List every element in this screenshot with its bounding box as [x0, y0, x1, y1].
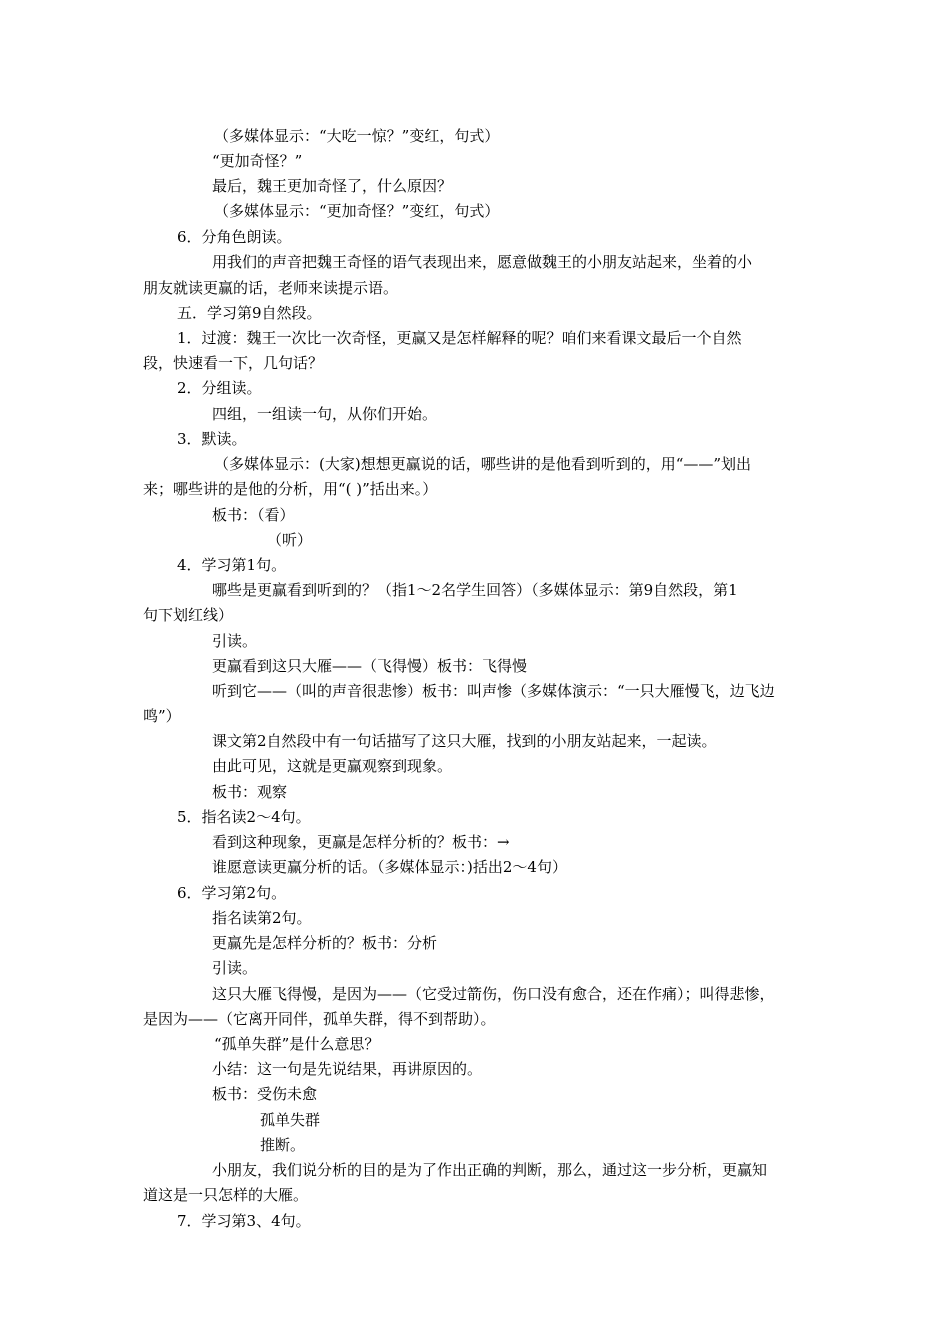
text-line: 鸣”）: [143, 707, 181, 725]
text-line: 来；哪些讲的是他的分析，用“( )”括出来。）: [143, 480, 438, 498]
item-heading: 4．学习第1句。: [177, 556, 287, 574]
text-line: 谁愿意读更赢分析的话。（多媒体显示：)括出2～4句）: [212, 858, 567, 876]
text-line: 由此可见，这就是更赢观察到现象。: [212, 757, 453, 775]
text-line: 用我们的声音把魏王奇怪的语气表现出来，愿意做魏王的小朋友站起来，坐着的小: [212, 253, 753, 271]
text-line: 看到这种现象，更赢是怎样分析的？板书：→: [212, 833, 510, 851]
item-heading: 5．指名读2～4句。: [177, 808, 311, 826]
item-heading: 1．过渡：魏王一次比一次奇怪，更赢又是怎样解释的呢？咱们来看课文最后一个自然: [177, 329, 742, 347]
item-heading: 2．分组读。: [177, 379, 262, 397]
text-line: 最后，魏王更加奇怪了，什么原因？: [212, 177, 453, 195]
text-line: 引读。: [212, 632, 258, 650]
text-line: 听到它——（叫的声音很悲惨）板书：叫声惨（多媒体演示：“一只大雁慢飞，边飞边: [212, 682, 775, 700]
board-line: 板书：观察: [212, 783, 288, 801]
board-line: 板书：（看）: [212, 506, 295, 524]
text-line: “更加奇怪？”: [212, 152, 303, 170]
text-line: 更赢看到这只大雁——（飞得慢）板书：飞得慢: [212, 657, 528, 675]
text-line: 道这是一只怎样的大雁。: [143, 1186, 309, 1204]
text-line: 句下划红线）: [143, 606, 234, 624]
item-heading: 6．学习第2句。: [177, 884, 287, 902]
text-line: 小结：这一句是先说结果，再讲原因的。: [212, 1060, 483, 1078]
text-line: （多媒体显示：“大吃一惊？”变红，句式）: [214, 127, 500, 145]
text-line: 课文第2自然段中有一句话描写了这只大雁，找到的小朋友站起来，一起读。: [212, 732, 717, 750]
board-line: 孤单失群: [260, 1111, 321, 1129]
board-line: 推断。: [260, 1136, 306, 1154]
text-line: 引读。: [212, 959, 258, 977]
section-heading: 五．学习第9自然段。: [177, 304, 322, 322]
text-line: 指名读第2句。: [212, 909, 312, 927]
text-line: 段，快速看一下，几句话？: [143, 354, 324, 372]
text-line: 朋友就读更赢的话，老师来读提示语。: [143, 279, 399, 297]
text-line: 更赢先是怎样分析的？板书：分析: [212, 934, 438, 952]
text-line: 是因为——（它离开同伴，孤单失群，得不到帮助）。: [143, 1010, 496, 1028]
text-line: （多媒体显示：(大家)想想更赢说的话，哪些讲的是他看到听到的，用“——”划出: [214, 455, 752, 473]
board-line: （听）: [267, 531, 313, 549]
text-line: （多媒体显示：“更加奇怪？”变红，句式）: [214, 202, 500, 220]
board-line: 板书：受伤未愈: [212, 1085, 318, 1103]
item-heading: 3．默读。: [177, 430, 247, 448]
text-line: 哪些是更赢看到听到的？（指1～2名学生回答）（多媒体显示：第9自然段，第1: [212, 581, 738, 599]
text-line: 小朋友，我们说分析的目的是为了作出正确的判断，那么，通过这一步分析，更赢知: [212, 1161, 768, 1179]
text-line: 这只大雁飞得慢，是因为——（它受过箭伤，伤口没有愈合，还在作痛）；叫得悲惨，: [212, 985, 775, 1003]
text-line: “孤单失群”是什么意思？: [214, 1035, 380, 1053]
text-line: 四组，一组读一句，从你们开始。: [212, 405, 438, 423]
item-heading: 6．分角色朗读。: [177, 228, 292, 246]
item-heading: 7．学习第3、4句。: [177, 1212, 311, 1230]
